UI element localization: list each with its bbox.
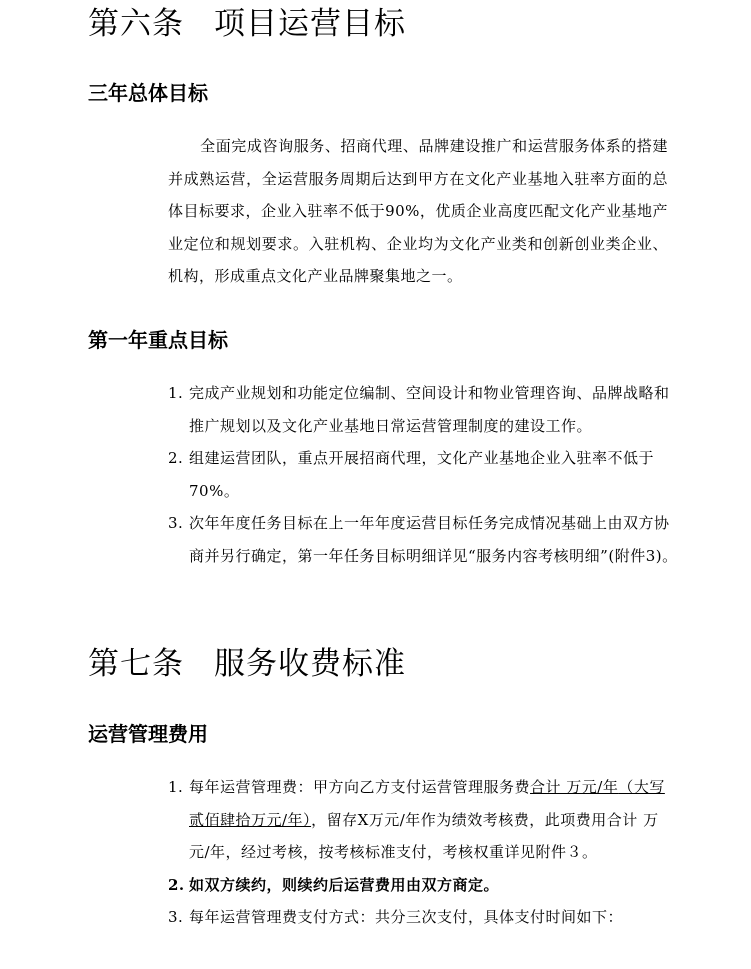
list-item-number: 1.	[168, 778, 184, 796]
list-item-number: 3.	[168, 514, 184, 532]
list-item-number: 1.	[168, 384, 184, 402]
list-item-number: 2.	[168, 875, 185, 894]
three-year-goals-paragraph	[168, 130, 668, 293]
list-item	[168, 771, 678, 869]
article-6-number: 第六条	[88, 6, 184, 42]
list-item-number: 2.	[168, 449, 184, 467]
fee-amount-in-words-underlined: （大写贰佰肆拾万元/年）	[189, 778, 665, 829]
article-7-title-text: 服务收费标准	[214, 646, 406, 682]
section-heading-first-year-goals: 第一年重点目标	[88, 328, 228, 352]
list-item-text: 如双方续约，则续约后运营费用由双方商定。	[189, 875, 500, 894]
fee-total-underlined: 合计 万元/年	[530, 778, 619, 796]
three-year-goals-text: 全面完成咨询服务、招商代理、品牌建设推广和运营服务体系的搭建并成熟运营，全运营服务周期后达到甲方在文化产业基地入驻率方面的总体目标要求，企业入驻率不低于90%，优质企业高度匹配文化产业基地产业定位和规划要求。入驻机构、企业均为文化产业类和创新创业类企业、机构，形成重点文化产业品牌聚集地之一。	[168, 137, 668, 285]
list-item	[168, 869, 678, 902]
list-item-text: 完成产业规划和功能定位编制、空间设计和物业管理咨询、品牌战略和推广规划以及文化产业基地日常运营管理制度的建设工作。	[189, 384, 670, 435]
operation-fee-list	[168, 771, 678, 934]
list-item-text: 每年运营管理费支付方式：共分三次支付，具体支付时间如下：	[189, 908, 624, 926]
list-item	[168, 901, 678, 934]
section-heading-three-year-goals: 三年总体目标	[88, 81, 208, 105]
article-7-number: 第七条	[88, 646, 184, 682]
list-item-number: 3.	[168, 908, 184, 926]
article-6-title	[88, 0, 406, 43]
list-item	[168, 442, 678, 507]
first-year-goals-list	[168, 377, 678, 572]
article-7-title	[88, 638, 406, 683]
list-item-text-b: ，留存Ⅹ万元/年作为绩效考核费，此项费用合计 万元/年，经过考核，按考核标准支付，考核权重详见附件３。	[189, 810, 659, 861]
list-item-text: 组建运营团队，重点开展招商代理，文化产业基地企业入驻率不低于70%。	[189, 449, 655, 500]
list-item-text-a: 每年运营管理费：甲方向乙方支付运营管理服务费	[189, 778, 531, 796]
article-6-title-text: 项目运营目标	[214, 6, 406, 42]
list-item-text: 次年年度任务目标在上一年年度运营目标任务完成情况基础上由双方协商并另行确定，第一年任务目标明细详见“服务内容考核明细”(附件3)。	[189, 514, 678, 565]
section-heading-operation-fee: 运营管理费用	[88, 722, 208, 746]
list-item	[168, 377, 678, 442]
list-item	[168, 507, 678, 572]
